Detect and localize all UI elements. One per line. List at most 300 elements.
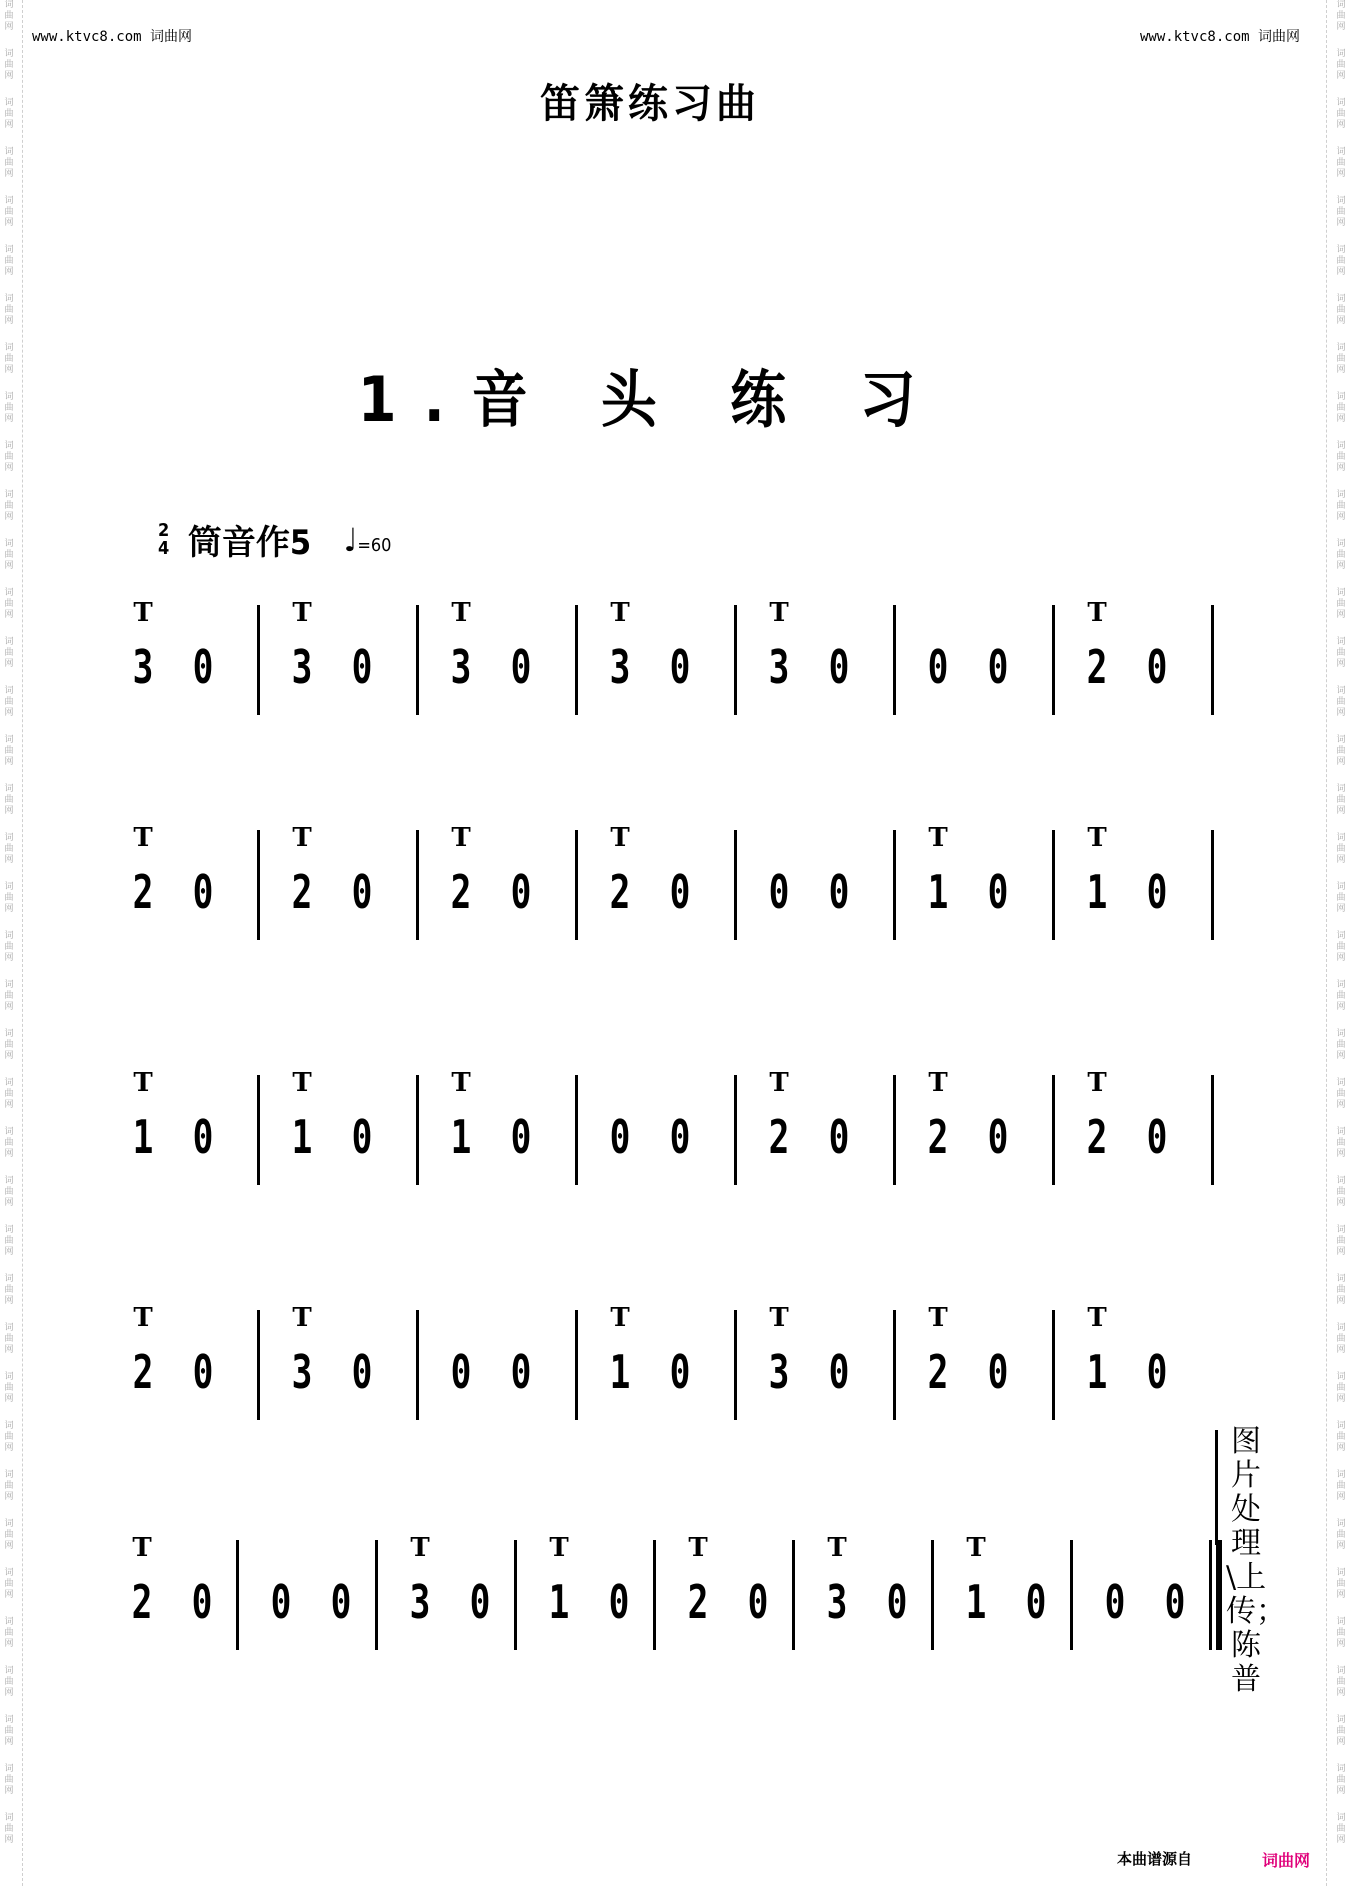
note-digit: 1 <box>450 1110 472 1164</box>
watermark-char: 曲 <box>1336 207 1346 217</box>
watermark-gap <box>1334 866 1348 882</box>
watermark-char: 曲 <box>1336 1432 1346 1442</box>
watermark-char: 词 <box>4 1127 14 1137</box>
watermark-gap <box>1334 131 1348 147</box>
watermark-gap <box>1334 376 1348 392</box>
watermark-char: 曲 <box>4 1285 14 1295</box>
watermark-char: 网 <box>1336 316 1346 326</box>
watermark-gap <box>1334 1552 1348 1568</box>
header-url-left[interactable]: www.ktvc8.com 词曲网 <box>32 29 193 45</box>
watermark-char: 词 <box>4 49 14 59</box>
watermark-char: 网 <box>1336 1345 1346 1355</box>
credit-divider <box>1215 1430 1218 1545</box>
watermark-char: 网 <box>4 1100 14 1110</box>
watermark-char: 词 <box>1336 1715 1346 1725</box>
watermark-char: 曲 <box>4 599 14 609</box>
tongue-mark: T <box>133 598 153 628</box>
watermark-char: 网 <box>1336 1051 1346 1061</box>
note-digit: 0 <box>768 865 790 919</box>
tongue-mark: T <box>610 598 630 628</box>
watermark-gap <box>1334 1846 1348 1862</box>
watermark-char: 曲 <box>4 648 14 658</box>
watermark-char: 曲 <box>4 550 14 560</box>
watermark-char: 网 <box>4 610 14 620</box>
watermark-char: 曲 <box>4 1383 14 1393</box>
watermark-char: 曲 <box>1336 991 1346 1001</box>
note-digit: 1 <box>1086 865 1108 919</box>
watermark-char: 词 <box>1336 245 1346 255</box>
note-digit: 2 <box>132 1345 154 1399</box>
note-digit: 0 <box>192 640 214 694</box>
exercise-title: 1.音 头 练 习 <box>357 363 943 436</box>
note-digit: 0 <box>330 1575 352 1629</box>
watermark-char: 网 <box>4 1247 14 1257</box>
barline <box>416 1310 419 1420</box>
watermark-char: 网 <box>1336 1296 1346 1306</box>
note-digit: 1 <box>548 1575 570 1629</box>
watermark-char: 曲 <box>1336 893 1346 903</box>
tongue-mark: T <box>292 823 312 853</box>
watermark-char: 曲 <box>4 501 14 511</box>
watermark-char: 网 <box>1336 757 1346 767</box>
watermark-char: 网 <box>4 1590 14 1600</box>
note-digit: 0 <box>351 640 373 694</box>
watermark-char: 网 <box>1336 1590 1346 1600</box>
watermark-char: 曲 <box>4 1334 14 1344</box>
watermark-char: 词 <box>4 1372 14 1382</box>
watermark-gap <box>2 670 16 686</box>
note-digit: 2 <box>1086 640 1108 694</box>
page-title: 笛箫练习曲 <box>540 80 760 127</box>
watermark-char: 网 <box>4 120 14 130</box>
note-digit: 0 <box>609 1110 631 1164</box>
watermark-char: 曲 <box>1336 1579 1346 1589</box>
watermark-char: 网 <box>1336 22 1346 32</box>
watermark-char: 词 <box>4 294 14 304</box>
barline <box>1211 605 1214 715</box>
left-margin-line <box>22 0 23 1886</box>
watermark-gap <box>1334 768 1348 784</box>
watermark-char: 网 <box>4 218 14 228</box>
note-digit: 0 <box>351 865 373 919</box>
watermark-char: 网 <box>1336 414 1346 424</box>
watermark-char: 网 <box>1336 1541 1346 1551</box>
watermark-char: 词 <box>1336 196 1346 206</box>
watermark-char: 词 <box>1336 686 1346 696</box>
watermark-gap <box>1334 621 1348 637</box>
barline <box>792 1540 795 1650</box>
note-digit: 3 <box>826 1575 848 1629</box>
note-digit: 0 <box>510 640 532 694</box>
watermark-char: 网 <box>4 463 14 473</box>
watermark-char: 曲 <box>1336 1383 1346 1393</box>
note-digit: 0 <box>987 1110 1009 1164</box>
watermark-char: 词 <box>1336 343 1346 353</box>
watermark-gap <box>1334 1258 1348 1274</box>
watermark-gap <box>2 1209 16 1225</box>
watermark-char: 词 <box>4 1470 14 1480</box>
note-digit: 2 <box>687 1575 709 1629</box>
watermark-char: 曲 <box>4 746 14 756</box>
note-digit: 2 <box>291 865 313 919</box>
barline <box>653 1540 656 1650</box>
watermark-char: 词 <box>1336 490 1346 500</box>
note-digit: 3 <box>768 640 790 694</box>
watermark-gap <box>2 1062 16 1078</box>
watermark-char: 网 <box>4 267 14 277</box>
watermark-char: 词 <box>4 1176 14 1186</box>
watermark-gap <box>2 572 16 588</box>
watermark-char: 网 <box>4 708 14 718</box>
watermark-char: 网 <box>1336 71 1346 81</box>
barline <box>416 605 419 715</box>
note-digit: 0 <box>1146 1345 1168 1399</box>
watermark-char: 词 <box>4 0 14 10</box>
watermark-char: 曲 <box>1336 1530 1346 1540</box>
note-digit: 1 <box>132 1110 154 1164</box>
watermark-char: 词 <box>1336 294 1346 304</box>
note-digit: 1 <box>965 1575 987 1629</box>
watermark-char: 网 <box>1336 512 1346 522</box>
note-digit: 0 <box>1146 640 1168 694</box>
note-digit: 0 <box>669 865 691 919</box>
watermark-gap <box>2 1454 16 1470</box>
watermark-char: 网 <box>1336 1443 1346 1453</box>
tongue-mark: T <box>133 823 153 853</box>
note-digit: 2 <box>768 1110 790 1164</box>
note-digit: 0 <box>1146 1110 1168 1164</box>
watermark-char: 词 <box>4 1813 14 1823</box>
watermark-char: 曲 <box>1336 1824 1346 1834</box>
watermark-char: 词 <box>1336 1274 1346 1284</box>
tongue-mark: T <box>1087 823 1107 853</box>
watermark-char: 网 <box>1336 904 1346 914</box>
time-denominator: 4 <box>158 537 170 559</box>
watermark-char: 网 <box>4 806 14 816</box>
barline <box>575 1075 578 1185</box>
watermark-char: 网 <box>4 1394 14 1404</box>
tongue-mark: T <box>451 598 471 628</box>
note-digit: 0 <box>1164 1575 1186 1629</box>
watermark-gap <box>1334 278 1348 294</box>
tongue-mark: T <box>769 598 789 628</box>
watermark-char: 词 <box>4 1225 14 1235</box>
watermark-char: 网 <box>4 855 14 865</box>
footer-brand[interactable]: 词曲网 <box>1262 1851 1311 1870</box>
note-digit: 2 <box>609 865 631 919</box>
tongue-mark: T <box>928 823 948 853</box>
watermark-char: 词 <box>1336 441 1346 451</box>
watermark-gap <box>2 180 16 196</box>
watermark-char: 词 <box>4 1029 14 1039</box>
note-digit: 2 <box>132 865 154 919</box>
barline <box>1052 1075 1055 1185</box>
watermark-char: 网 <box>1336 1002 1346 1012</box>
watermark-gap <box>2 474 16 490</box>
watermark-char: 词 <box>1336 1127 1346 1137</box>
watermark-char: 网 <box>1336 1639 1346 1649</box>
note-digit: 0 <box>351 1110 373 1164</box>
watermark-char: 词 <box>4 539 14 549</box>
watermark-char: 词 <box>1336 49 1346 59</box>
watermark-gap <box>1334 327 1348 343</box>
watermark-char: 曲 <box>1336 1677 1346 1687</box>
final-barline-thin <box>1209 1540 1212 1650</box>
watermark-char: 词 <box>1336 931 1346 941</box>
watermark-gap <box>1334 964 1348 980</box>
watermark-char: 网 <box>4 22 14 32</box>
watermark-char: 网 <box>1336 120 1346 130</box>
note-digit: 3 <box>291 640 313 694</box>
watermark-char: 网 <box>1336 610 1346 620</box>
time-signature <box>158 519 170 559</box>
right-watermark-strip <box>1334 0 1348 1886</box>
watermark-char: 曲 <box>4 991 14 1001</box>
watermark-char: 曲 <box>1336 1726 1346 1736</box>
watermark-char: 网 <box>4 1835 14 1845</box>
watermark-char: 曲 <box>1336 354 1346 364</box>
watermark-gap <box>1334 1601 1348 1617</box>
watermark-char: 网 <box>1336 267 1346 277</box>
watermark-gap <box>2 1748 16 1764</box>
watermark-char: 曲 <box>4 1824 14 1834</box>
tongue-mark: T <box>133 1303 153 1333</box>
watermark-gap <box>1334 1405 1348 1421</box>
watermark-char: 曲 <box>1336 1775 1346 1785</box>
watermark-gap <box>1334 1699 1348 1715</box>
watermark-char: 曲 <box>4 1628 14 1638</box>
watermark-char: 词 <box>1336 1764 1346 1774</box>
watermark-char: 词 <box>1336 882 1346 892</box>
watermark-char: 网 <box>1336 1492 1346 1502</box>
watermark-char: 词 <box>1336 1176 1346 1186</box>
watermark-char: 曲 <box>1336 1089 1346 1099</box>
note-digit: 0 <box>828 640 850 694</box>
tongue-mark: T <box>966 1533 986 1563</box>
watermark-char: 网 <box>4 953 14 963</box>
barline <box>893 605 896 715</box>
watermark-char: 曲 <box>4 1775 14 1785</box>
watermark-char: 曲 <box>1336 1138 1346 1148</box>
tongue-mark: T <box>292 1068 312 1098</box>
watermark-char: 曲 <box>1336 550 1346 560</box>
watermark-gap <box>2 1013 16 1029</box>
note-digit: 0 <box>987 640 1009 694</box>
barline <box>257 605 260 715</box>
note-digit: 0 <box>351 1345 373 1399</box>
tongue-mark: T <box>610 823 630 853</box>
barline <box>893 830 896 940</box>
watermark-char: 词 <box>4 931 14 941</box>
watermark-char: 网 <box>4 169 14 179</box>
header-url-right[interactable]: www.ktvc8.com 词曲网 <box>1139 29 1300 45</box>
barline <box>1211 1075 1214 1185</box>
right-margin-line <box>1326 0 1327 1886</box>
watermark-char: 网 <box>1336 1149 1346 1159</box>
watermark-char: 曲 <box>4 256 14 266</box>
watermark-char: 词 <box>1336 1421 1346 1431</box>
watermark-char: 词 <box>1336 1323 1346 1333</box>
watermark-char: 网 <box>1336 1737 1346 1747</box>
watermark-char: 网 <box>4 659 14 669</box>
note-digit: 0 <box>192 865 214 919</box>
watermark-char: 曲 <box>1336 11 1346 21</box>
watermark-gap <box>2 915 16 931</box>
note-digit: 3 <box>768 1345 790 1399</box>
watermark-char: 曲 <box>4 893 14 903</box>
watermark-char: 词 <box>1336 1813 1346 1823</box>
watermark-char: 词 <box>4 1568 14 1578</box>
watermark-char: 词 <box>4 343 14 353</box>
note-digit: 3 <box>291 1345 313 1399</box>
watermark-gap <box>2 817 16 833</box>
watermark-char: 网 <box>4 1345 14 1355</box>
watermark-gap <box>1334 1307 1348 1323</box>
watermark-char: 网 <box>1336 806 1346 816</box>
watermark-gap <box>1334 1650 1348 1666</box>
barline <box>1052 1310 1055 1420</box>
note-digit: 3 <box>609 640 631 694</box>
watermark-char: 曲 <box>1336 60 1346 70</box>
watermark-char: 网 <box>4 904 14 914</box>
watermark-char: 曲 <box>1336 1628 1346 1638</box>
watermark-gap <box>1334 719 1348 735</box>
note-digit: 0 <box>747 1575 769 1629</box>
watermark-char: 词 <box>4 441 14 451</box>
note-digit: 0 <box>669 1345 691 1399</box>
note-digit: 1 <box>609 1345 631 1399</box>
watermark-char: 网 <box>1336 855 1346 865</box>
note-digit: 0 <box>669 1110 691 1164</box>
note-digit: 0 <box>828 865 850 919</box>
tongue-mark: T <box>451 823 471 853</box>
watermark-char: 曲 <box>4 11 14 21</box>
watermark-char: 曲 <box>4 697 14 707</box>
barline <box>375 1540 378 1650</box>
watermark-gap <box>2 1503 16 1519</box>
watermark-char: 词 <box>4 833 14 843</box>
barline <box>257 1310 260 1420</box>
watermark-gap <box>2 1356 16 1372</box>
watermark-gap <box>2 768 16 784</box>
note-digit: 0 <box>191 1575 213 1629</box>
note-digit: 0 <box>927 640 949 694</box>
barline <box>416 830 419 940</box>
watermark-char: 网 <box>4 1492 14 1502</box>
watermark-char: 词 <box>4 490 14 500</box>
barline <box>1070 1540 1073 1650</box>
watermark-char: 词 <box>1336 1568 1346 1578</box>
watermark-char: 曲 <box>4 1138 14 1148</box>
watermark-char: 词 <box>1336 833 1346 843</box>
watermark-char: 网 <box>4 71 14 81</box>
watermark-char: 网 <box>1336 1786 1346 1796</box>
watermark-gap <box>2 719 16 735</box>
watermark-gap <box>1334 1356 1348 1372</box>
watermark-char: 曲 <box>1336 844 1346 854</box>
watermark-gap <box>1334 1503 1348 1519</box>
watermark-char: 曲 <box>1336 1285 1346 1295</box>
watermark-char: 曲 <box>4 1677 14 1687</box>
note-digit: 0 <box>192 1345 214 1399</box>
watermark-char: 曲 <box>4 109 14 119</box>
watermark-char: 词 <box>1336 539 1346 549</box>
tongue-mark: T <box>410 1533 430 1563</box>
note-digit: 0 <box>450 1345 472 1399</box>
note-digit: 2 <box>927 1110 949 1164</box>
note-digit: 2 <box>1086 1110 1108 1164</box>
watermark-char: 曲 <box>4 1579 14 1589</box>
watermark-char: 词 <box>4 882 14 892</box>
note-digit: 1 <box>1086 1345 1108 1399</box>
watermark-gap <box>1334 82 1348 98</box>
watermark-char: 词 <box>1336 1029 1346 1039</box>
watermark-char: 曲 <box>4 1236 14 1246</box>
watermark-char: 网 <box>4 1688 14 1698</box>
watermark-char: 词 <box>4 1323 14 1333</box>
watermark-char: 词 <box>4 245 14 255</box>
note-digit: 1 <box>291 1110 313 1164</box>
watermark-gap <box>1334 817 1348 833</box>
left-watermark-strip <box>2 0 16 1886</box>
watermark-char: 曲 <box>1336 109 1346 119</box>
watermark-char: 词 <box>1336 392 1346 402</box>
tongue-mark: T <box>1087 1068 1107 1098</box>
watermark-char: 曲 <box>4 452 14 462</box>
watermark-char: 网 <box>1336 1688 1346 1698</box>
watermark-char: 网 <box>4 1737 14 1747</box>
watermark-char: 网 <box>1336 1835 1346 1845</box>
watermark-char: 词 <box>1336 1078 1346 1088</box>
watermark-gap <box>1334 523 1348 539</box>
watermark-char: 曲 <box>4 1726 14 1736</box>
watermark-char: 词 <box>1336 98 1346 108</box>
note-digit: 3 <box>409 1575 431 1629</box>
watermark-char: 词 <box>1336 637 1346 647</box>
watermark-char: 词 <box>4 784 14 794</box>
watermark-gap <box>2 131 16 147</box>
watermark-gap <box>2 964 16 980</box>
watermark-char: 网 <box>1336 1394 1346 1404</box>
watermark-gap <box>1334 1062 1348 1078</box>
credit-text: 图片处理\上传；陈普 <box>1226 1424 1286 1697</box>
tongue-mark: T <box>1087 1303 1107 1333</box>
watermark-char: 词 <box>4 686 14 696</box>
watermark-gap <box>2 1160 16 1176</box>
watermark-char: 网 <box>4 1002 14 1012</box>
barline <box>893 1075 896 1185</box>
watermark-char: 词 <box>1336 735 1346 745</box>
watermark-gap <box>2 1601 16 1617</box>
watermark-gap <box>2 1307 16 1323</box>
watermark-char: 词 <box>1336 1666 1346 1676</box>
watermark-char: 词 <box>4 1274 14 1284</box>
tongue-mark: T <box>769 1068 789 1098</box>
watermark-gap <box>1334 670 1348 686</box>
key-text: 筒音作5 <box>187 523 312 563</box>
watermark-gap <box>2 1650 16 1666</box>
watermark-char: 词 <box>4 637 14 647</box>
watermark-char: 网 <box>1336 561 1346 571</box>
watermark-gap <box>1334 915 1348 931</box>
barline <box>734 830 737 940</box>
watermark-char: 网 <box>4 1051 14 1061</box>
watermark-char: 词 <box>4 1078 14 1088</box>
watermark-char: 曲 <box>4 1530 14 1540</box>
watermark-char: 词 <box>1336 588 1346 598</box>
watermark-char: 曲 <box>4 354 14 364</box>
watermark-gap <box>1334 1454 1348 1470</box>
